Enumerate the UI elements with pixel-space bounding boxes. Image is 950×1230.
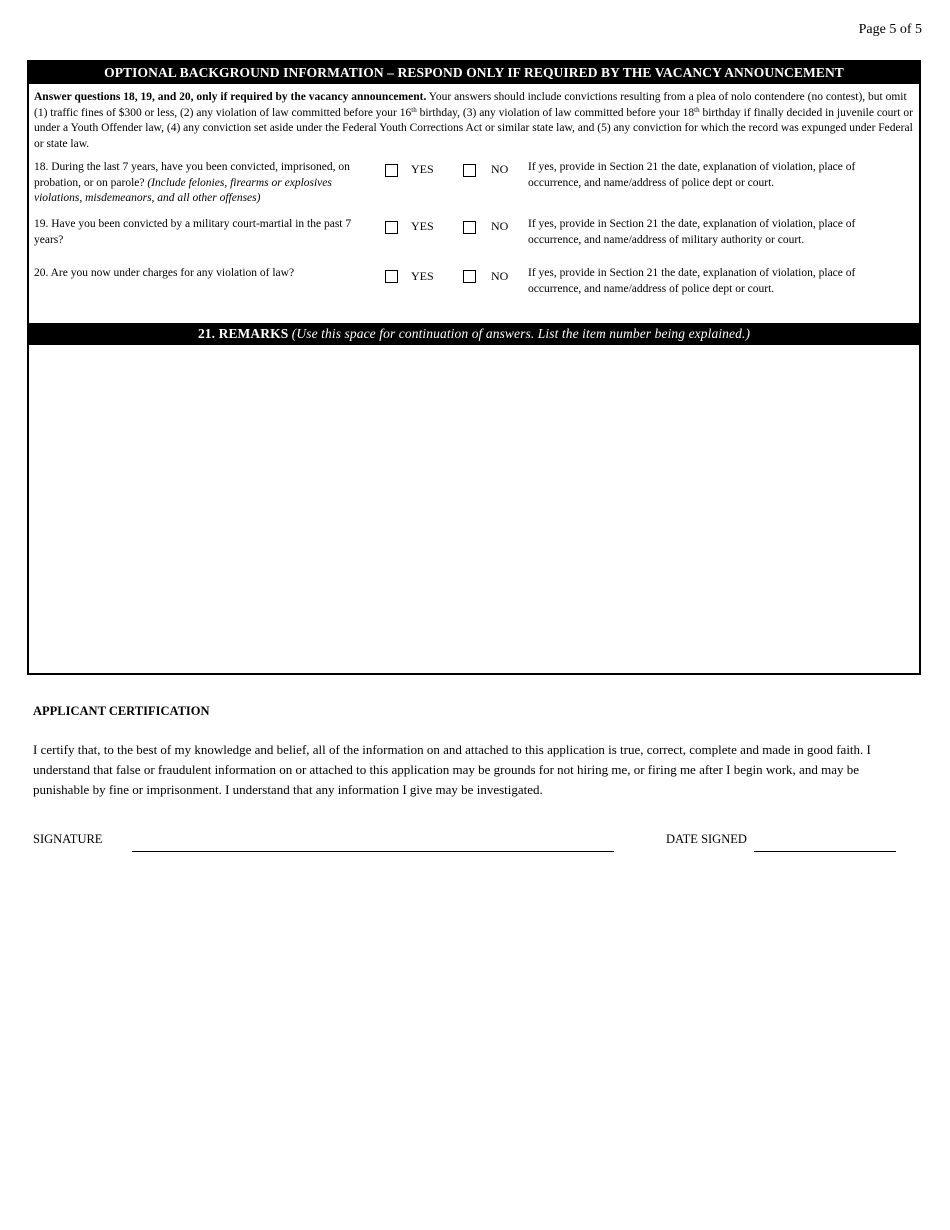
question-18-no-label: NO [491, 162, 509, 176]
intro-part-1: Your answers should include convictions resulting from a plea of nolo contendere (no contest), but omit (1) traffic fines of $300 or less, (2) any violation of law committed before your 16 [34, 91, 907, 119]
certification-text: I certify that, to the best of my knowledge and belief, all of the information on and attached to this application is true, correct, complete and made in good faith. I understand that false or fraudulent information on or attached to this application may be grounds for not hiring me, or firing me after I begin work, and may be punishable by fine or imprisonment. I understand that any information I give may be investigated. [33, 742, 871, 797]
question-18-yes-checkbox[interactable] [385, 164, 398, 177]
question-19-yes-label: YES [411, 219, 434, 233]
question-20-text: 20. Are you now under charges for any violation of law? [34, 267, 295, 279]
signature-field[interactable] [132, 851, 614, 852]
intro-part-2: birthday, (3) any violation of law committed before your 18 [416, 106, 695, 119]
certification-title: APPLICANT CERTIFICATION [33, 704, 210, 718]
optional-background-header: OPTIONAL BACKGROUND INFORMATION – RESPOND ONLY IF REQUIRED BY THE VACANCY ANNOUNCEMENT [29, 62, 919, 84]
question-20-instructions: If yes, provide in Section 21 the date, explanation of violation, place of occurrence, and name/address of police dept or court. [528, 267, 856, 295]
remarks-title: 21. REMARKS [197, 326, 289, 341]
question-20 [34, 266, 369, 282]
optional-background-section [27, 60, 921, 675]
question-18-italic: (Include felonies, firearms or explosives violations, misdemeanors, and all other offenses) [34, 176, 332, 204]
question-20-no-checkbox[interactable] [463, 270, 476, 283]
question-18 [34, 160, 369, 207]
intro-sup-1: th [411, 105, 417, 114]
question-19-text: 19. Have you been convicted by a military court-martial in the past 7 years? [34, 218, 352, 246]
remarks-subtitle: (Use this space for continuation of answers. List the item number being explained.) [288, 326, 751, 341]
remarks-header [29, 323, 919, 345]
question-18-instructions: If yes, provide in Section 21 the date, explanation of violation, place of occurrence, and name/address of police dept or court. [528, 161, 856, 189]
question-19-instructions: If yes, provide in Section 21 the date, explanation of violation, place of occurrence, and name/address of military authority or court. [528, 218, 856, 246]
intro-sup-2: th [694, 105, 700, 114]
signature-label: SIGNATURE [33, 832, 103, 846]
question-19-no-checkbox[interactable] [463, 221, 476, 234]
question-20-yes-label: YES [411, 269, 434, 283]
intro-bold: Answer questions 18, 19, and 20, only if required by the vacancy announcement. [34, 91, 427, 103]
question-19 [34, 217, 369, 248]
question-20-no-label: NO [491, 269, 509, 283]
intro-paragraph [34, 90, 916, 152]
intro-part-3: birthday if finally decided in juvenile court or under a Youth Offender law, (4) any conviction set aside under the Federal Youth Corrections Act or similar state law, and (5) any conviction for which the record was expunged under Federal or state law. [34, 106, 913, 150]
question-18-text: 18. During the last 7 years, have you been convicted, imprisoned, on probation, or on parole? [34, 161, 350, 189]
question-18-yes-label: YES [411, 162, 434, 176]
question-20-yes-checkbox[interactable] [385, 270, 398, 283]
question-19-yes-checkbox[interactable] [385, 221, 398, 234]
page-number: Page 5 of 5 [858, 22, 922, 37]
question-18-no-checkbox[interactable] [463, 164, 476, 177]
question-19-no-label: NO [491, 219, 509, 233]
remarks-text-area[interactable] [29, 345, 919, 673]
date-signed-field[interactable] [754, 851, 896, 852]
date-signed-label: DATE SIGNED [666, 832, 747, 846]
